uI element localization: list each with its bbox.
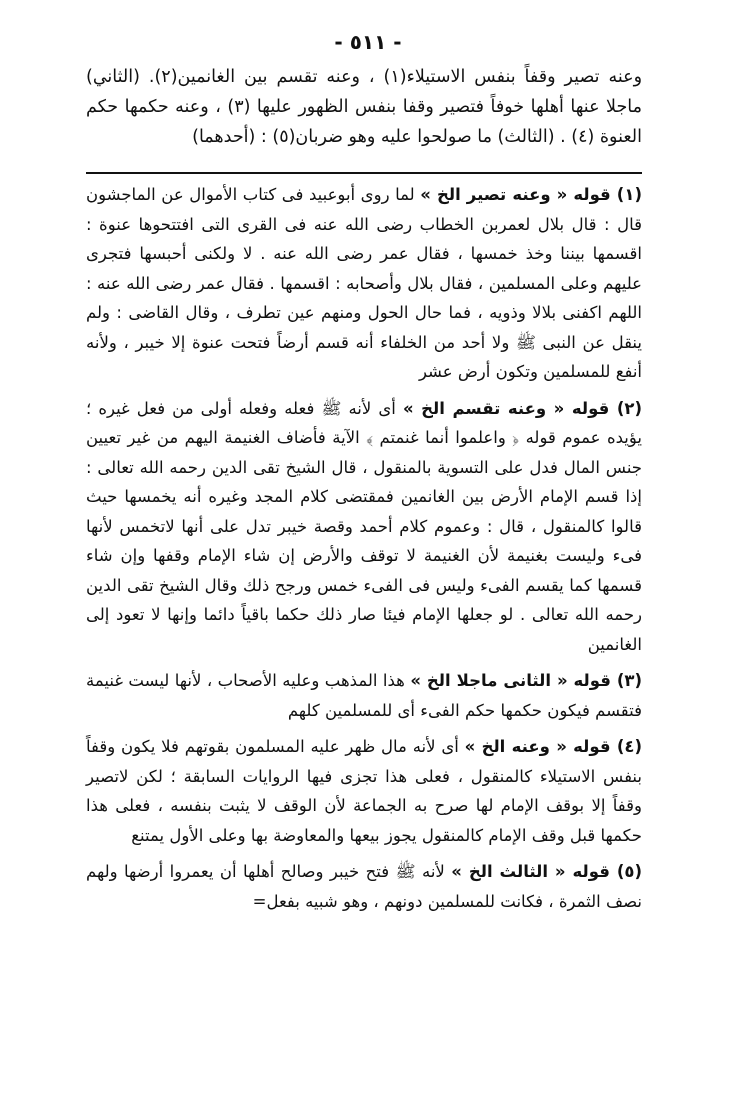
footnote-2-lead: (٢) قوله « وعنه تقسم الخ » <box>402 398 642 418</box>
footnote-4-lead: (٤) قوله « وعنه الخ » <box>464 737 642 756</box>
footnote-3-text: هذا المذهب وعليه الأصحاب ، لأنها ليست غنيمة فتقسم فيكون حكمها حكم الفىء أى للمسلمين كلهم <box>86 671 642 720</box>
main-paragraph: وعنه تصير وقفاً بنفس الاستيلاء(١) ، وعنه تقسم بين الغانمين(٢). (الثاني) ماجلا عنها أهلها خوفاً فتصير وقفا بنفس الظهور عليها (٣) ، وعنه حكمها حكم العنوة (٤) . (الثالث) ما صولحوا عليه وهو ضربان(٥) : (أحدهما) <box>86 67 643 147</box>
footnotes <box>86 180 642 923</box>
footnote-5-lead: (٥) قوله « الثالث الخ » <box>451 862 642 881</box>
footnote-3-lead: (٣) قوله « الثانى ماجلا الخ » <box>410 671 642 690</box>
footnote-4-text: أى لأنه مال ظهر عليه المسلمون بقوتهم فلا يكون وقفاً بنفس الاستيلاء كالمنقول ، فعلى هذا تجزى فيها الروايات السابقة ؛ لكن لاتصير وقفاً إلا بوقف الإمام لها صرح به الجماعة لأن الوقف لا يثبت بنفسه ، فعلى هذا حكمها قبل وقف الإمام كالمنقول يجوز بيعها والمعاوضة بها وعلى الأول يمتنع <box>86 737 642 845</box>
main-text <box>86 62 642 152</box>
footnote-2-text: أى لأنه ﷺ فعله وفعله أولى من فعل غيره ؛ يؤيده عموم قوله ﴿ واعلموا أنما غنمتم ﴾ الآية فأضاف الغنيمة اليهم من غير تعيين جنس المال فدل على التسوية بالمنقول ، قال الشيخ تقى الدين رحمه الله تعالى : إذا قسم الإمام الأرض بين الغانمين فمقتضى كلام المجد وغيره أنه يخمسها حيث قالوا كالمنقول ، قال : وعموم كلام أحمد وقصة خيبر تدل على أنها لاتخمس لأنها فىء وليست بغنيمة لأن الغنيمة لا توقف والأرض إن شاء الإمام وقفها وإن شاء قسمها كما يقسم الفىء وليس فى الفىء خمس ورجح ذلك وقال الشيخ تقى الدين رحمه الله تعالى . لو جعلها الإمام فيئا صار ذلك حكما باقياً دائما وإنها لا تعود إلى الغانمين <box>86 398 642 654</box>
footnote-4 <box>86 732 642 850</box>
footnote-1 <box>86 180 642 387</box>
footnote-5 <box>86 857 642 916</box>
footnote-3 <box>86 666 642 725</box>
footnote-1-text: لما روى أبوعبيد فى كتاب الأموال عن الماجشون قال : قال بلال لعمربن الخطاب رضى الله عنه فى القرى التى افتتحوها عنوة : اقسمها بيننا وخذ خمسها ، فقال عمر رضى الله عنه . لا ولكنى أحبسها فتجرى عليهم وعلى المسلمين ، فقال بلال وأصحابه : اقسمها . فقال عمر رضى الله عنه : اللهم اكفنى بلالا وذويه ، فما حال الحول ومنهم عين تطرف ، وقال القاضى : ولم ينقل عن النبى ﷺ ولا أحد من الخلفاء أنه قسم أرضاً فتحت عنوة إلا خيبر ، ولأنه أنفع للمسلمين وتكون أرض عشر <box>86 185 642 381</box>
footnote-separator <box>86 172 642 174</box>
footnote-1-lead: (١) قوله « وعنه تصير الخ » <box>420 185 642 204</box>
page-number: - ٥١١ - <box>334 30 402 54</box>
footnote-2 <box>86 394 642 660</box>
footnote-5-text: لأنه ﷺ فتح خيبر وصالح أهلها أن يعمروا أرضها ولهم نصف الثمرة ، فكانت للمسلمين دونهم ، وهو شبيه بفعل= <box>86 862 642 911</box>
